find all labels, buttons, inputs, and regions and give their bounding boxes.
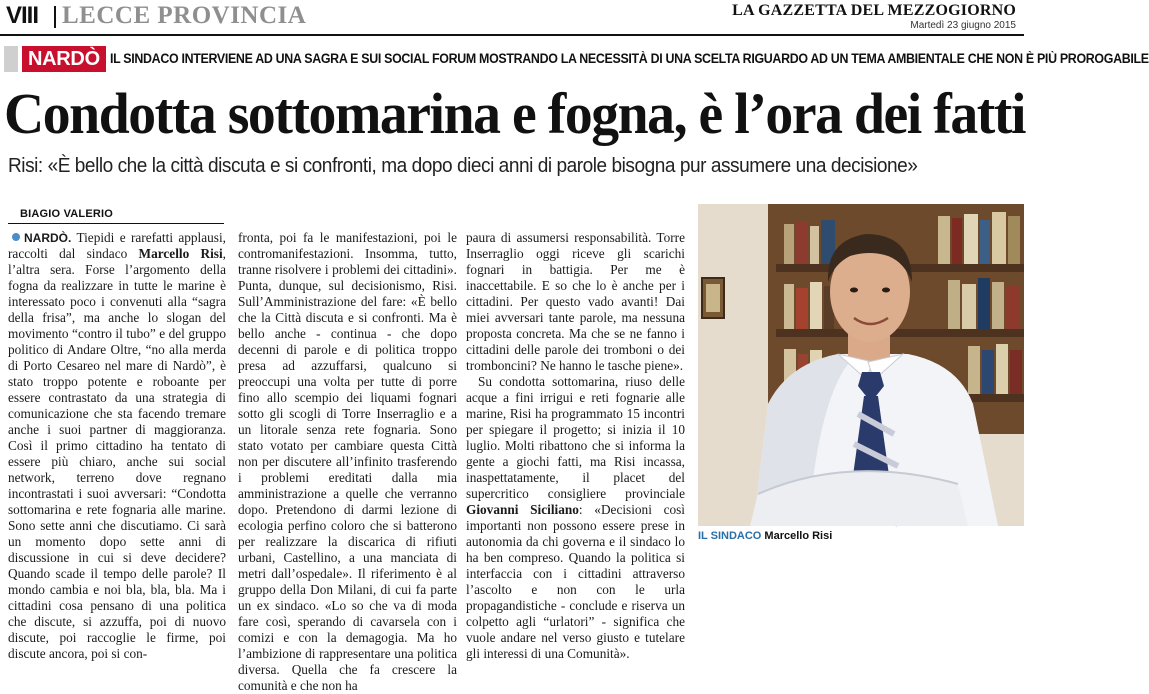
publication-date: Martedì 23 giugno 2015 <box>910 20 1016 31</box>
page-number: VIII <box>6 2 39 29</box>
article-column-3 <box>466 230 685 662</box>
paragraph-text: : «Decisioni così importanti non possono essere prese in autonomia da chi governa e il sindaco lo ha ben compreso. Quando la politica si interfaccia con i cittadini attraverso l’ascolto e non con le urla propagandistiche - conclude e riserva un colpetto agli “urlatori” - significa che vuole andare nel verso giusto e tutelare gli interessi di una Comunità». <box>466 502 686 661</box>
headline: Condotta sottomarina e fogna, è l’ora dei fatti <box>4 81 1026 146</box>
section-title: LECCE PROVINCIA <box>62 2 307 29</box>
header-divider <box>54 6 56 28</box>
subheadline: Risi: «È bello che la città discuta e si confronti, ma dopo dieci anni di parole bisogna pur assumere una decisione» <box>8 154 918 177</box>
caption-label: IL SINDACO <box>698 530 762 542</box>
paragraph-text: Su condotta sottomarina, riuso delle acque a fini irrigui e reti fognarie alle marine, Risi ha programmato 15 incontri per spiegare il progetto; si inizia il 10 luglio. Molti ribattono che si informa la gente a giochi fatti, ma Risi incassa, inaspettatamente, il placet del supercritico consigliere provinciale <box>466 374 685 501</box>
byline: BIAGIO VALERIO <box>20 208 114 220</box>
masthead: LA GAZZETTA DEL MEZZOGIORNO <box>732 2 1016 19</box>
location-tag: NARDÒ <box>22 46 106 72</box>
caption-name: Marcello Risi <box>764 530 833 542</box>
article-column-1 <box>8 230 226 662</box>
person-name: Giovanni Siciliano <box>466 502 579 517</box>
photo-caption <box>698 529 1024 543</box>
portrait-illustration <box>698 204 1024 526</box>
byline-rule <box>8 223 224 224</box>
person-name: Marcello Risi <box>138 246 223 261</box>
page-header <box>0 0 1024 36</box>
paragraph-text: Tiepidi e rarefatti applausi, raccolti dal sindaco <box>8 230 226 261</box>
kicker-marker <box>4 46 18 72</box>
kicker-text: IL SINDACO INTERVIENE AD UNA SAGRA E SUI SOCIAL FORUM MOSTRANDO LA NECESSITÀ DI UNA SCELTA RIGUARDO AD UN TEMA AMBIENTALE CHE NON È PIÙ PROROGABILE <box>110 51 1149 66</box>
dateline: NARDÒ. <box>24 231 72 245</box>
paragraph-text: , l’altra sera. Forse l’argomento della fogna da realizzare in tutte le marine è interessato poco i convenuti alla “sagra della frisa”, ma anche lo slogan del movimento “contro il tubo” e del gruppo politico di Andare Oltre, “no alla merda di Porto Cesareo nel mare di Nardò”, è stato troppo potente e roboante per essere contrastato da una strategia di comunicazione che sta facendo tremare anche i suoi partner di maggioranza. Così il primo cittadino ha tentato di essere più chiaro, anche sui social network, terreno dove regnano incontrastati i suoi avversari: “Condotta sottomarina e rete fognaria alle marine. Sono sette anni che discutiamo. Ci sarà un momento dopo sette anni di discussione in cui si deve decidere? Quando scade il tempo delle parole? Il mondo cambia e noi bla, bla, bla. Ma i cittadini cosa pensano di una politica che discute, si azzuffa, poi di nuovo discute, poi raccoglie le firme, poi discute ancora, poi si con- <box>8 246 226 661</box>
article-column-2 <box>238 230 457 694</box>
paragraph-text: paura di assumersi responsabilità. Torre Inserraglio oggi riceve gli scarichi fognari in battigia. Per me è inaccettabile. E so che lo è anche per i cittadini. Per questo vado avanti! Dai miei avversari tante parole, ma nessuna proposta concreta. Ma che se ne fanno i cittadini delle parole dei tromboni o dei tromboncini? Ne hanno le tasche piene». <box>466 230 685 373</box>
header-rule <box>0 34 1024 36</box>
mayor-photo <box>698 204 1024 526</box>
bullet-icon <box>12 233 20 241</box>
paragraph-text: fronta, poi fa le manifestazioni, poi le contromanifestazioni. Insomma, tutto, tranne risolvere i problemi dei cittadini». Punta, dunque, sul decisionismo, Risi. Sull’Amministrazione del fare: «È bello che la Città discuta e si confronti. Ma è bello anche - continua - che dopo decenni di parole e di politica troppo presa ad azzuffarsi, qualcuno si preoccupi una volta per tutte di porre fino allo scempio dei liquami fognari sotto gli scogli di Torre Inserraglio e a un litorale senza rete fognaria. Sono stato votato per cambiare questa Città non per discutere all’infinito trasferendo i problemi ereditati dalla mia amministrazione a quelle che verranno dopo. Pretendono di darmi lezione di ecologia perfino coloro che si batterono per realizzare la discarica di rifiuti urbani, Castellino, a una manciata di metri dall’ospedale». Il riferimento è al gruppo della Don Milani, di cui fa parte un ex sindaco. «Lo so che va di moda fare così, sperando di cavarsela con i comizi e con la demagogia. Ma ho l’ambizione di rappresentare una politica diversa. Quella che fa crescere la comunità e che non ha <box>238 230 457 693</box>
